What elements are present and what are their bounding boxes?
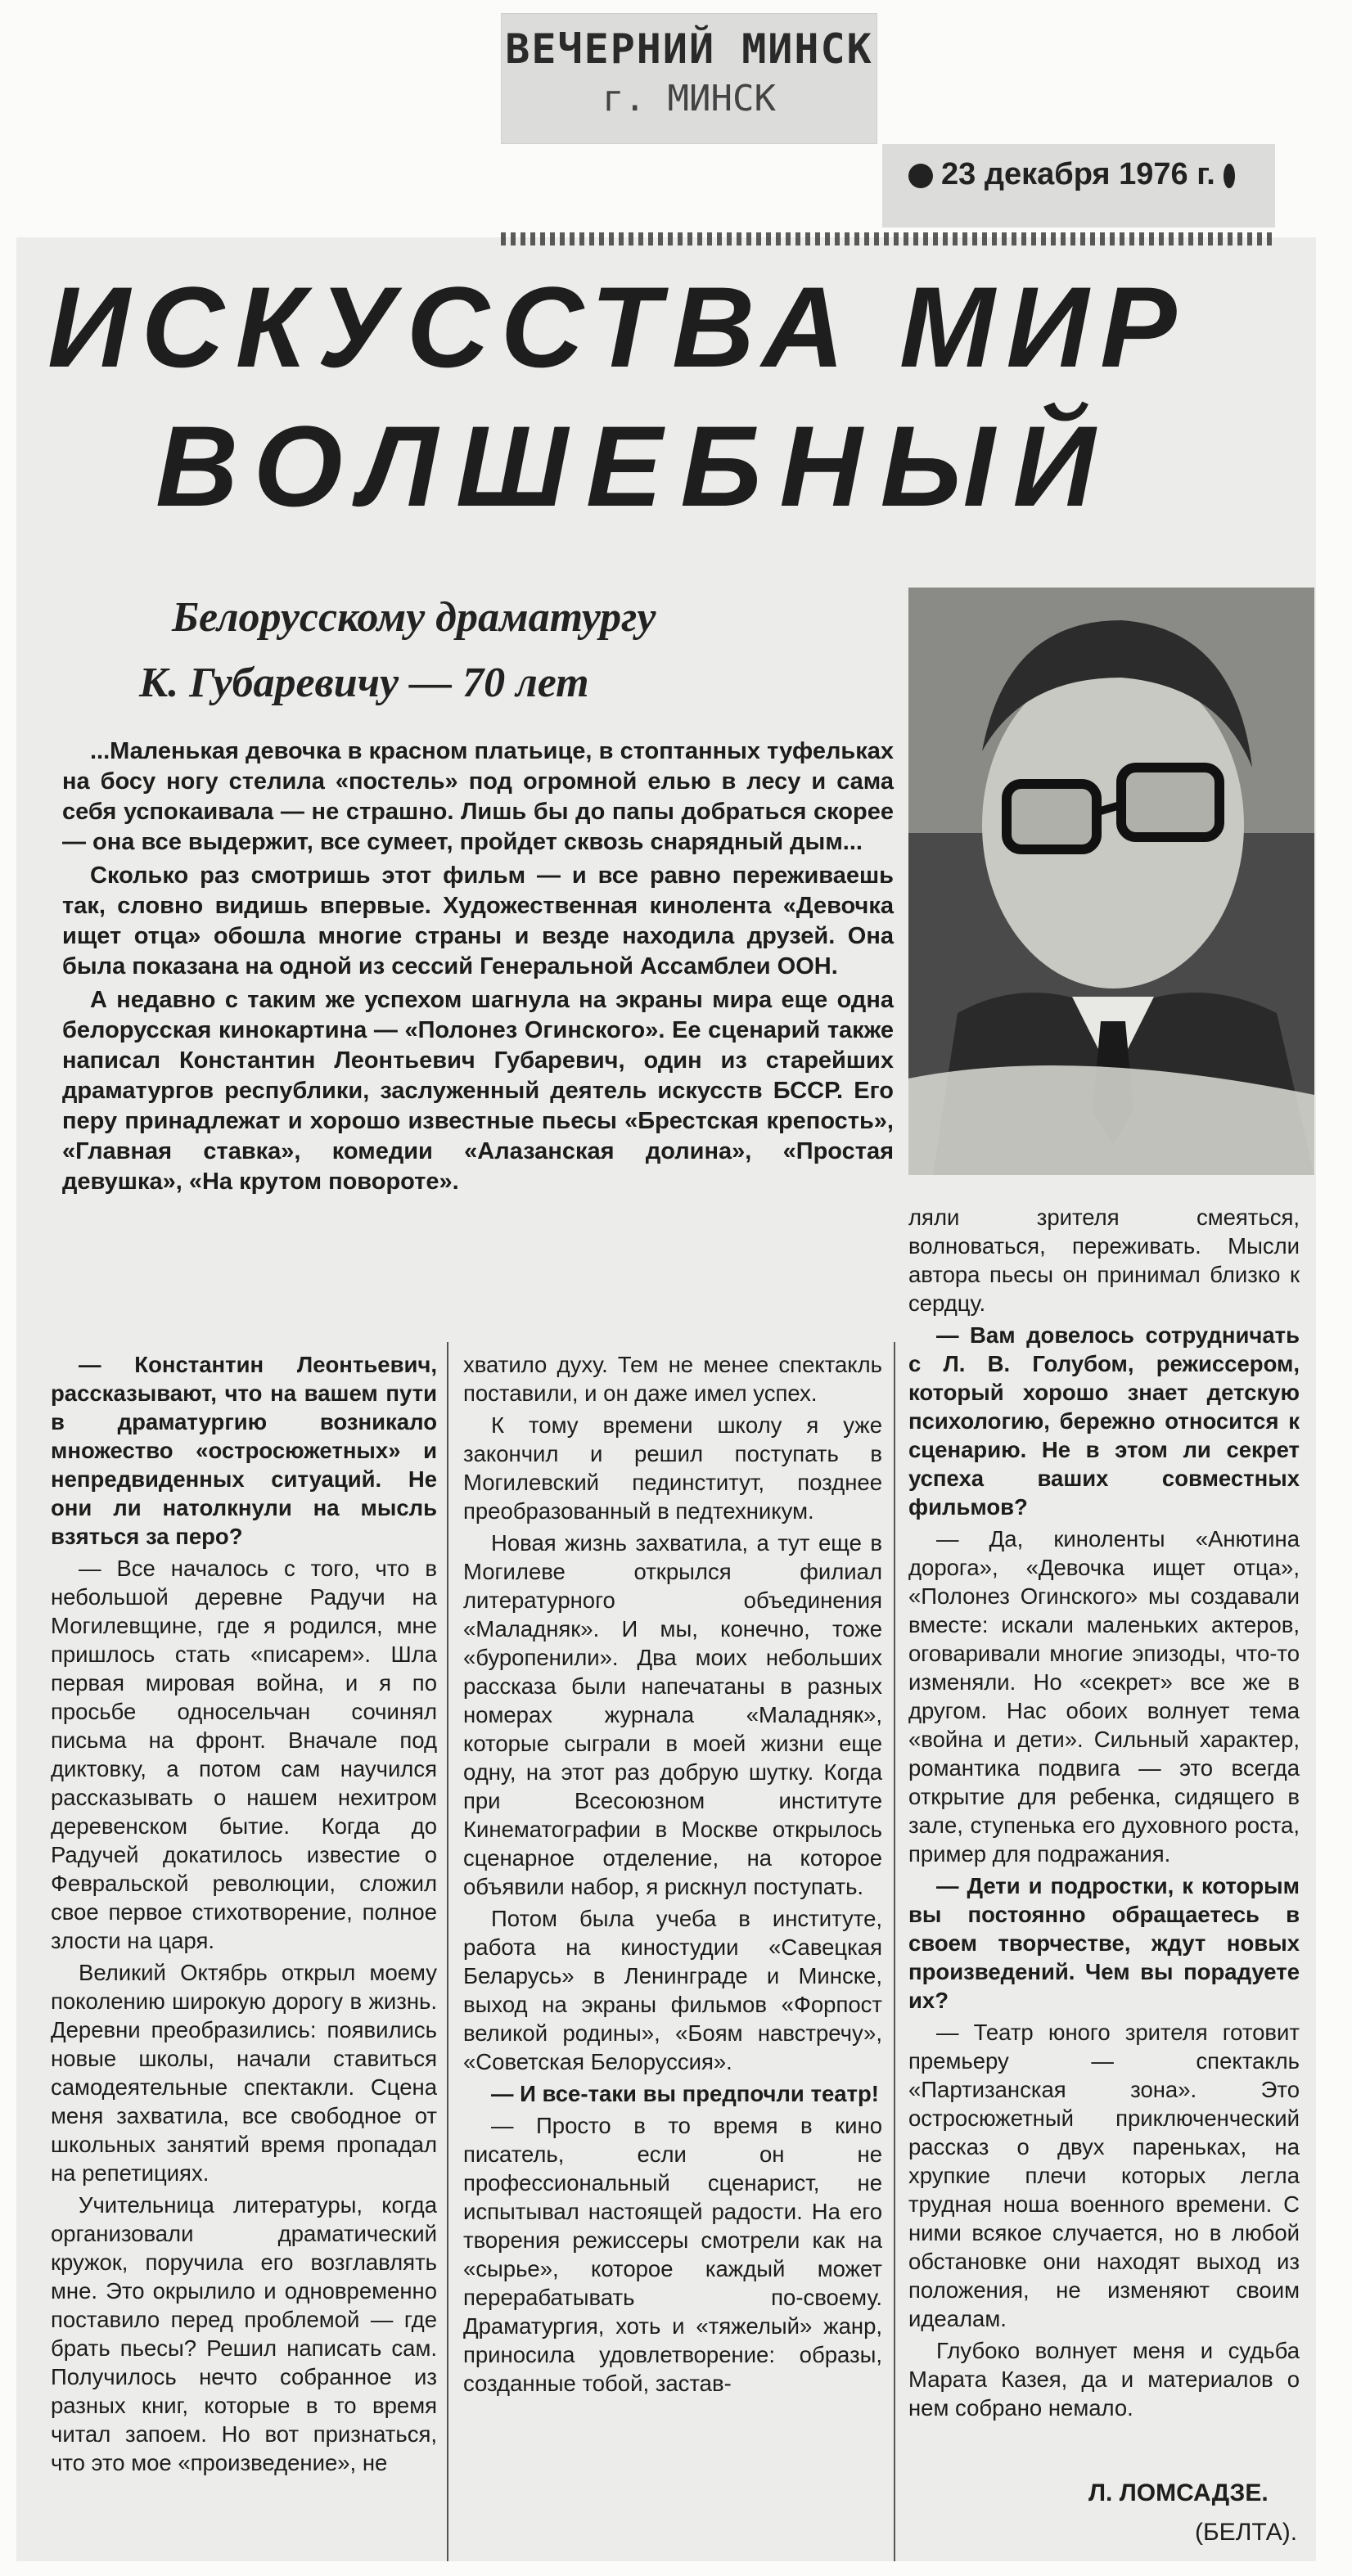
dateline xyxy=(900,157,1243,192)
article-paragraph: хватило духу. Тем не менее спектакль поставили, и он даже имел успех. xyxy=(463,1352,882,1406)
article-column-1 xyxy=(51,1350,437,2480)
intro-paragraph: ...Маленькая девочка в красном платьице, в стоптанных туфельках на босу ногу стелила «постель» под огромной елью в лесу и сама себя успокаивала — не страшно. Лишь бы до папы добраться скорее — она все выдержит, все сумеет, пройдет сквозь снарядный дым... xyxy=(62,738,894,855)
article-paragraph: Великий Октябрь открыл моему поколению широкую дорогу в жизнь. Деревни преобразились: появились новые школы, начали ставиться самодеятельные спектакли. Сцена меня захватила, все свободное от школьных занятий время пропадал на репетициях. xyxy=(51,1960,437,2186)
subtitle-line-1: Белорусскому драматургу xyxy=(172,594,656,641)
stamp-newspaper-name: ВЕЧЕРНИЙ МИНСК xyxy=(505,25,873,73)
article-paragraph: — Просто в то время в кино писатель, если он не профессиональный сценарист, не испытывал настоящей радости. На его творения режиссеры смотрели как на «сырье», которое каждый может перерабатывать по-своему. Драматургия, хоть и «тяжелый» жанр, приносила удовлетворение: образы, созданные тобой, застав- xyxy=(463,2113,882,2396)
article-paragraph: — Театр юного зрителя готовит премьеру — спектакль «Партизанская зона». Это остросюжетный приключенческий рассказ о двух пареньках, на хрупкие плечи которых легла трудная ноша военного времени. С ними всякое случается, но в любой обстановке они находят выход из положения, не изменяют своим идеалам. xyxy=(908,2020,1300,2331)
intro-text xyxy=(62,736,894,1200)
article-paragraph: ляли зрителя смеяться, волноваться, переживать. Мысли автора пьесы он принимал близко к сердцу. xyxy=(908,1205,1300,1316)
article-paragraph: Потом была учеба в институте, работа на киностудии «Савецкая Беларусь» в Ленинграде и Минске, выход на экраны фильмов «Форпост великой родины», «Боям навстречу», «Советская Белоруссия». xyxy=(463,1906,882,2074)
bullet-dot-icon xyxy=(908,164,933,188)
dateline-text: 23 декабря 1976 г. xyxy=(941,157,1215,191)
interview-question: — Константин Леонтьевич, рассказывают, что на вашем пути в драматургию возникало множество «остросюжетных» и непредвиденных ситуаций. Не они ли натолкнули на мысль взяться за перо? xyxy=(51,1352,437,1549)
intro-paragraph: Сколько раз смотришь этот фильм — и все равно переживаешь так, словно видишь впервые. Художественная кинолента «Девочка ищет отца» обошла многие страны и везде находила друзей. Она была показана на одной из сессий Генеральной Ассамблеи ООН. xyxy=(62,862,894,980)
interview-question: — Дети и подростки, к которым вы постоянно обращаетесь в своем творчестве, ждут новых произведений. Чем вы порадуете их? xyxy=(908,1873,1300,2013)
bullet-dot-icon xyxy=(1224,164,1235,188)
article-paragraph: — Да, киноленты «Анютина дорога», «Девочка ищет отца», «Полонез Огинского» мы создавали вместе: искали маленьких актеров, оговаривали многие эпизоды, что-то изменяли. Но «секрет» все же в другом. Нас обоих волнует тема «война и дети». Сильный характер, романтика подвига — это всегда открытие для ребенка, сидящего в зале, ступенька его духовного роста, пример для подражания. xyxy=(908,1526,1300,1867)
author-signature: Л. ЛОМСАДЗЕ. xyxy=(1088,2479,1269,2506)
interview-question: — Вам довелось сотрудничать с Л. В. Голубом, режиссером, который хорошо знает детскую психологию, бережно относится к сценарию. Не в этом ли секрет успеха ваших совместных фильмов? xyxy=(908,1322,1300,1520)
portrait-illustration xyxy=(908,588,1314,1175)
article-column-2 xyxy=(463,1350,882,2401)
decorative-border xyxy=(501,232,1275,245)
article-paragraph: Глубоко волнует меня и судьба Марата Казея, да и материалов о нем собрано немало. xyxy=(908,2338,1300,2421)
column-divider xyxy=(447,1342,448,2561)
intro-paragraph: А недавно с таким же успехом шагнула на экраны мира еще одна белорусская кинокартина — «Полонез Огинского». Ее сценарий также написал Константин Леонтьевич Губаревич, один из старейших драматургов республики, заслуженный деятель искусств БССР. Его перу принадлежат и хорошо известные пьесы «Брестская крепость», «Главная ставка», комедии «Алазанская долина», «Простая девушка», «На крутом повороте». xyxy=(62,987,894,1195)
article-paragraph: — Все началось с того, что в небольшой деревне Радучи на Могилевщине, где я родился, мне пришлось стать «писарем». Шла первая мировая война, и я по просьбе односельчан сочинял письма на фронт. Вначале под диктовку, а потом сам научился рассказывать о нашем нехитром деревенском бытие. Когда до Радучей докатилось известие о Февральской революции, сложил свое первое стихотворение, полное злости на царя. xyxy=(51,1556,437,1953)
portrait-photo xyxy=(908,588,1314,1175)
column-divider xyxy=(894,1342,895,2561)
news-agency: (БЕЛТА). xyxy=(1195,2519,1298,2546)
stamp-city: г. МИНСК xyxy=(602,78,776,119)
article-column-3 xyxy=(908,1203,1300,2425)
subtitle-line-2: К. Губаревичу — 70 лет xyxy=(139,660,589,706)
article-paragraph: Новая жизнь захватила, а тут еще в Могилеве открылся филиал литературного объединения «Маладняк». И мы, конечно, тоже «буропенили». Два моих небольших рассказа были напечатаны в разных номерах журнала «Маладняк», которые сыграли в моей жизни еще одну, на этот раз добрую шутку. Когда при Всесоюзном институте Кинематографии в Москве открылось сценарное отделение, на которое объявили набор, я рискнул поступать. xyxy=(463,1530,882,1899)
newspaper-stamp xyxy=(501,13,877,144)
article-paragraph: Учительница литературы, когда организовали драматический кружок, поручила его возглавлять мне. Это окрылило и одновременно поставило перед проблемой — где брать пьесы? Решил написать сам. Получилось нечто собранное из разных книг, которые в то время читал запоем. Но вот признаться, что это мое «произведение», не xyxy=(51,2192,437,2475)
headline-line-2: ВОЛШЕБНЫЙ xyxy=(155,402,1114,530)
headline-line-1: ИСКУССТВА МИР xyxy=(47,263,1188,391)
interview-question: — И все-таки вы предпочли театр! xyxy=(491,2081,879,2106)
article-paragraph: К тому времени школу я уже закончил и решил поступать в Могилевский пединститут, позднее преобразованный в педтехникум. xyxy=(463,1412,882,1524)
